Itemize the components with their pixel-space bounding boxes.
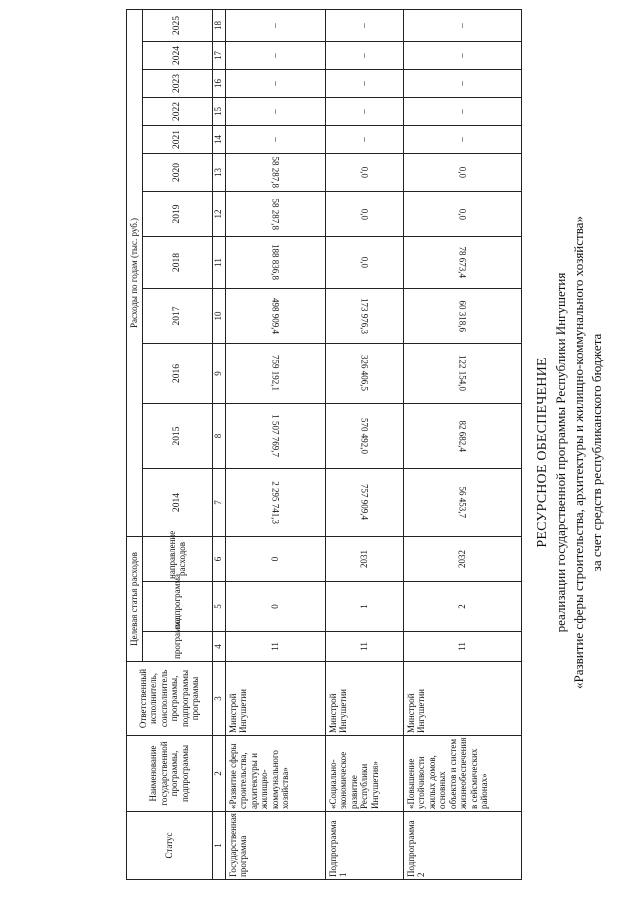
- column-number: 12: [212, 191, 225, 236]
- header-year: 2017: [142, 288, 212, 343]
- column-number: 10: [212, 288, 225, 343]
- row-executor: Минстрой Ингушетии: [403, 662, 521, 736]
- row-executor: Минстрой Ингушетии: [225, 662, 325, 736]
- column-number: 16: [212, 69, 225, 97]
- header-name: Наименование государственной программы, подпрограммы: [127, 736, 213, 812]
- row-value: –: [403, 125, 521, 153]
- document-subtitle: реализации государственной программы Республики Ингушетия: [553, 272, 568, 633]
- table-row-subprogram-1: [325, 9, 403, 879]
- row-value: –: [403, 97, 521, 125]
- row-value: –: [403, 9, 521, 41]
- document-title: РЕСУРСНОЕ ОБЕСПЕЧЕНИЕ: [535, 357, 550, 548]
- row-value: 78 673,4: [403, 236, 521, 288]
- header-subprogram: подпрограмма: [142, 582, 212, 632]
- row-subprogram-code: 1: [325, 582, 403, 632]
- column-number: 13: [212, 153, 225, 191]
- header-year: 2019: [142, 191, 212, 236]
- row-value: –: [325, 41, 403, 69]
- row-value: –: [325, 125, 403, 153]
- column-number: 18: [212, 9, 225, 41]
- row-value: –: [325, 97, 403, 125]
- column-number: 17: [212, 41, 225, 69]
- row-value: 759 192,1: [225, 343, 325, 403]
- row-value: 173 976,3: [325, 288, 403, 343]
- header-year: 2014: [142, 468, 212, 536]
- row-status: Подпрограмма 2: [403, 812, 521, 880]
- row-status: Подпрограмма 1: [325, 812, 403, 880]
- row-direction-code: 0: [225, 536, 325, 581]
- row-name: «Развитие сферы строительства, архитектуры и жилищно-коммунального хозяйства»: [225, 736, 325, 812]
- column-number: 15: [212, 97, 225, 125]
- row-value: –: [225, 41, 325, 69]
- resource-table: [126, 9, 522, 880]
- row-value: –: [403, 69, 521, 97]
- row-value: 188 836,8: [225, 236, 325, 288]
- header-year: 2020: [142, 153, 212, 191]
- funding-source-title: за счет средств республиканского бюджета: [589, 333, 604, 572]
- row-name: «Социально-экономическое развитие Республики Ингушетия»: [325, 736, 403, 812]
- row-direction-code: 2031: [325, 536, 403, 581]
- row-value: –: [225, 9, 325, 41]
- row-value: 122 154,0: [403, 343, 521, 403]
- row-value: 56 453,7: [403, 468, 521, 536]
- header-year: 2021: [142, 125, 212, 153]
- column-number: 8: [212, 403, 225, 468]
- row-value: 326 406,5: [325, 343, 403, 403]
- header-program: программа: [142, 632, 212, 662]
- row-value: –: [225, 69, 325, 97]
- row-program-code: 11: [325, 632, 403, 662]
- header-target-article: Целевая статья расходов: [127, 536, 143, 661]
- column-number: 5: [212, 582, 225, 632]
- row-value: 0,0: [403, 153, 521, 191]
- row-subprogram-code: 0: [225, 582, 325, 632]
- row-value: 58 287,8: [225, 153, 325, 191]
- column-number: 2: [212, 736, 225, 812]
- row-value: 0,0: [325, 153, 403, 191]
- header-status: Статус: [127, 812, 213, 880]
- column-number: 6: [212, 536, 225, 581]
- row-name: «Повышение устойчивости жилых домов, основных объектов и систем жизнеобеспечения в сейсмических районах»: [403, 736, 521, 812]
- header-expenses: Расходы по годам (тыс. руб.): [127, 9, 143, 536]
- row-value: 0,0: [325, 236, 403, 288]
- row-value: 82 682,4: [403, 403, 521, 468]
- row-direction-code: 2032: [403, 536, 521, 581]
- header-executor: Ответственный исполнитель, соисполнитель программы, подпрограммы программы: [127, 662, 213, 736]
- column-number: 3: [212, 662, 225, 736]
- row-subprogram-code: 2: [403, 582, 521, 632]
- table-row-state-program: [225, 9, 325, 879]
- row-value: 60 318,6: [403, 288, 521, 343]
- row-value: –: [403, 41, 521, 69]
- column-number: 14: [212, 125, 225, 153]
- column-number: 4: [212, 632, 225, 662]
- row-value: 0,0: [325, 191, 403, 236]
- row-value: –: [225, 97, 325, 125]
- row-value: 498 909,4: [225, 288, 325, 343]
- row-program-code: 11: [403, 632, 521, 662]
- column-number: 11: [212, 236, 225, 288]
- row-value: 757 909,4: [325, 468, 403, 536]
- program-name-title: «Развитие сферы строительства, архитектуры и жилищно-коммунального хозяйства»: [571, 216, 586, 689]
- row-program-code: 11: [225, 632, 325, 662]
- row-value: –: [325, 9, 403, 41]
- header-year: 2015: [142, 403, 212, 468]
- row-value: –: [325, 69, 403, 97]
- row-value: –: [225, 125, 325, 153]
- header-year: 2025: [142, 9, 212, 41]
- row-value: 58 287,8: [225, 191, 325, 236]
- table-row-subprogram-2: [403, 9, 521, 879]
- row-value: 570 492,0: [325, 403, 403, 468]
- row-value: 0,0: [403, 191, 521, 236]
- header-row-1: [127, 9, 143, 879]
- row-status: Государственная программа: [225, 812, 325, 880]
- row-executor: Минстрой Ингушетии: [325, 662, 403, 736]
- column-number: 9: [212, 343, 225, 403]
- column-number-row: [212, 9, 225, 879]
- header-year: 2022: [142, 97, 212, 125]
- row-value: 1 507 769,7: [225, 403, 325, 468]
- header-year: 2024: [142, 41, 212, 69]
- column-number: 7: [212, 468, 225, 536]
- header-year: 2016: [142, 343, 212, 403]
- row-value: 2 295 741,3: [225, 468, 325, 536]
- column-number: 1: [212, 812, 225, 880]
- header-direction: направление расходов: [142, 536, 212, 581]
- header-year: 2023: [142, 69, 212, 97]
- header-year: 2018: [142, 236, 212, 288]
